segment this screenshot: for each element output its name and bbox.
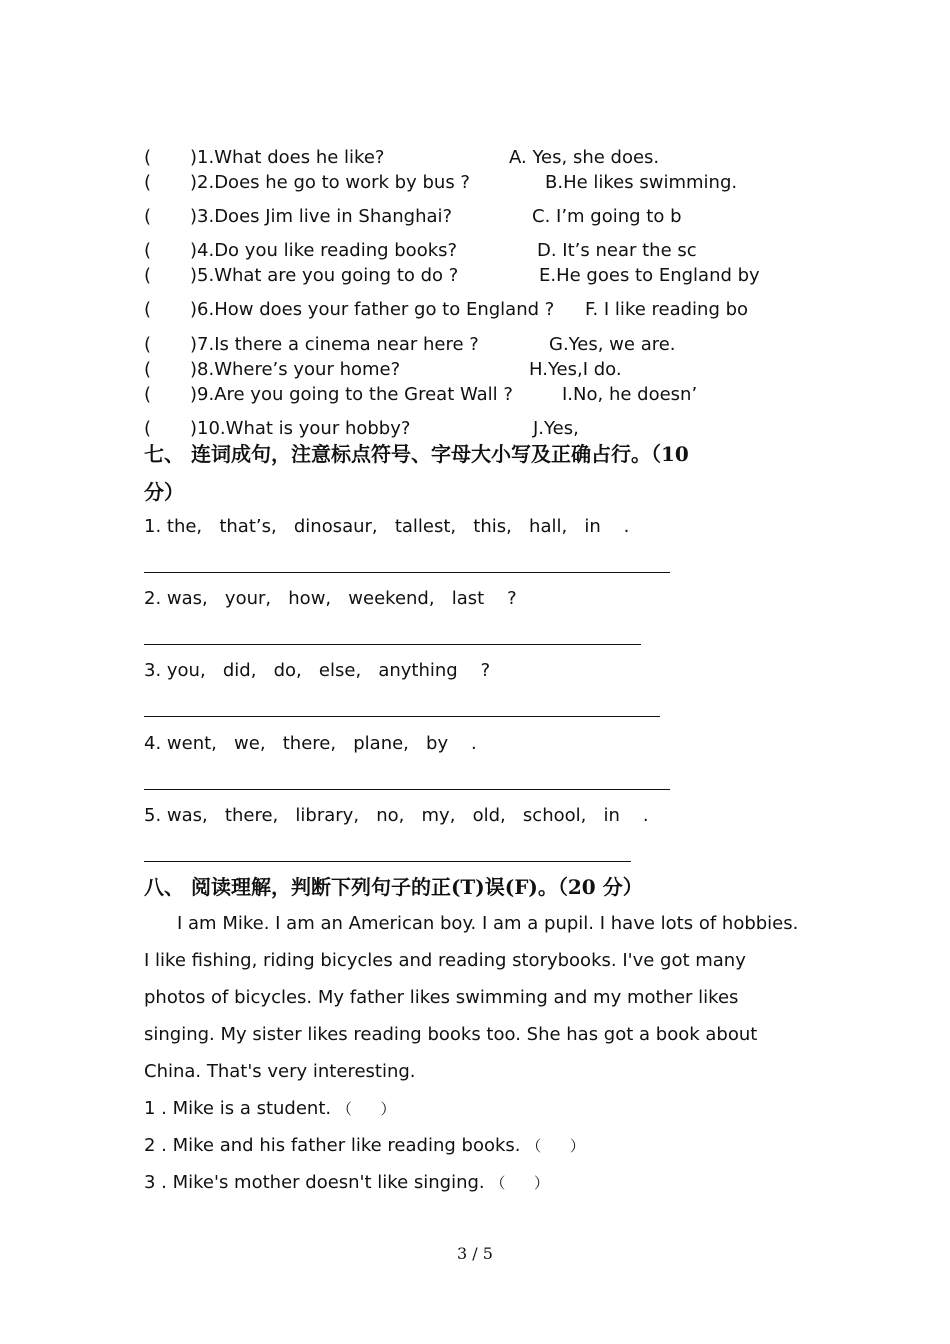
tf-question: [144, 1135, 585, 1157]
tf-question-text: 2 . Mike and his father like reading books.: [144, 1135, 521, 1156]
section-8-title: 八、 阅读理解，判断下列句子的正(T)误(F)。（20 分）: [144, 875, 643, 899]
matching-answer: F. I like reading bo: [585, 299, 749, 320]
answer-line[interactable]: [144, 789, 670, 790]
word-order-item: 5. was, there, library, no, my, old, school, in .: [144, 805, 649, 826]
answer-line[interactable]: [144, 644, 641, 645]
word-order-item: 2. was, your, how, weekend, last ?: [144, 588, 517, 609]
matching-question: )6.How does your father go to England ?: [190, 299, 555, 320]
tf-answer-blank[interactable]: （ ）: [336, 1100, 396, 1118]
answer-line[interactable]: [144, 861, 631, 862]
tf-question: [144, 1172, 549, 1194]
word-order-item: 3. you, did, do, else, anything ?: [144, 660, 491, 681]
answer-paren: (: [144, 240, 152, 261]
matching-question: )9.Are you going to the Great Wall ?: [190, 384, 513, 405]
section-7-title: 七、 连词成句，注意标点符号、字母大小写及正确占行。（10: [144, 442, 689, 466]
matching-answer: G.Yes, we are.: [549, 334, 676, 355]
answer-paren: (: [144, 359, 152, 380]
tf-question-text: 1 . Mike is a student.: [144, 1098, 332, 1119]
matching-answer: I.No, he doesn’: [562, 384, 698, 405]
matching-question: )8.Where’s your home?: [190, 359, 401, 380]
answer-paren: (: [144, 334, 152, 355]
tf-answer-blank[interactable]: （ ）: [490, 1174, 549, 1192]
matching-question: )4.Do you like reading books?: [190, 240, 458, 261]
matching-question: )10.What is your hobby?: [190, 418, 411, 439]
tf-question-text: 3 . Mike's mother doesn't like singing.: [144, 1172, 485, 1193]
answer-paren: (: [144, 265, 152, 286]
matching-question: )3.Does Jim live in Shanghai?: [190, 206, 453, 227]
answer-paren: (: [144, 172, 152, 193]
page-number: 3 / 5: [457, 1244, 493, 1263]
passage-text: I am Mike. I am an American boy. I am a pupil. I have lots of hobbies. I like fishing, riding bicycles and reading storybooks. I've got many photos of bicycles. My father likes swimming and my mother likes singing. My sister likes reading books too. She has got a book about China. That's very interesting.: [144, 913, 799, 1082]
reading-passage: [144, 905, 804, 1090]
answer-line[interactable]: [144, 716, 660, 717]
tf-answer-blank[interactable]: （ ）: [526, 1137, 585, 1155]
tf-question: [144, 1098, 395, 1120]
word-order-item: 1. the, that’s, dinosaur, tallest, this, hall, in .: [144, 516, 630, 537]
answer-paren: (: [144, 206, 152, 227]
answer-paren: (: [144, 418, 152, 439]
matching-question: )7.Is there a cinema near here ?: [190, 334, 479, 355]
answer-paren: (: [144, 384, 152, 405]
matching-answer: B.He likes swimming.: [545, 172, 738, 193]
matching-answer: C. I’m going to b: [532, 206, 682, 227]
matching-answer: D. It’s near the sc: [537, 240, 697, 261]
answer-paren: (: [144, 147, 152, 168]
section-7-title-cont: 分）: [144, 480, 184, 504]
matching-answer: E.He goes to England by: [539, 265, 760, 286]
word-order-item: 4. went, we, there, plane, by .: [144, 733, 477, 754]
matching-answer: H.Yes,I do.: [529, 359, 622, 380]
matching-question: )1.What does he like?: [190, 147, 385, 168]
matching-question: )5.What are you going to do ?: [190, 265, 459, 286]
matching-answer: J.Yes,: [533, 418, 579, 439]
matching-question: )2.Does he go to work by bus ?: [190, 172, 470, 193]
matching-answer: A. Yes, she does.: [509, 147, 660, 168]
answer-paren: (: [144, 299, 152, 320]
answer-line[interactable]: [144, 572, 670, 573]
